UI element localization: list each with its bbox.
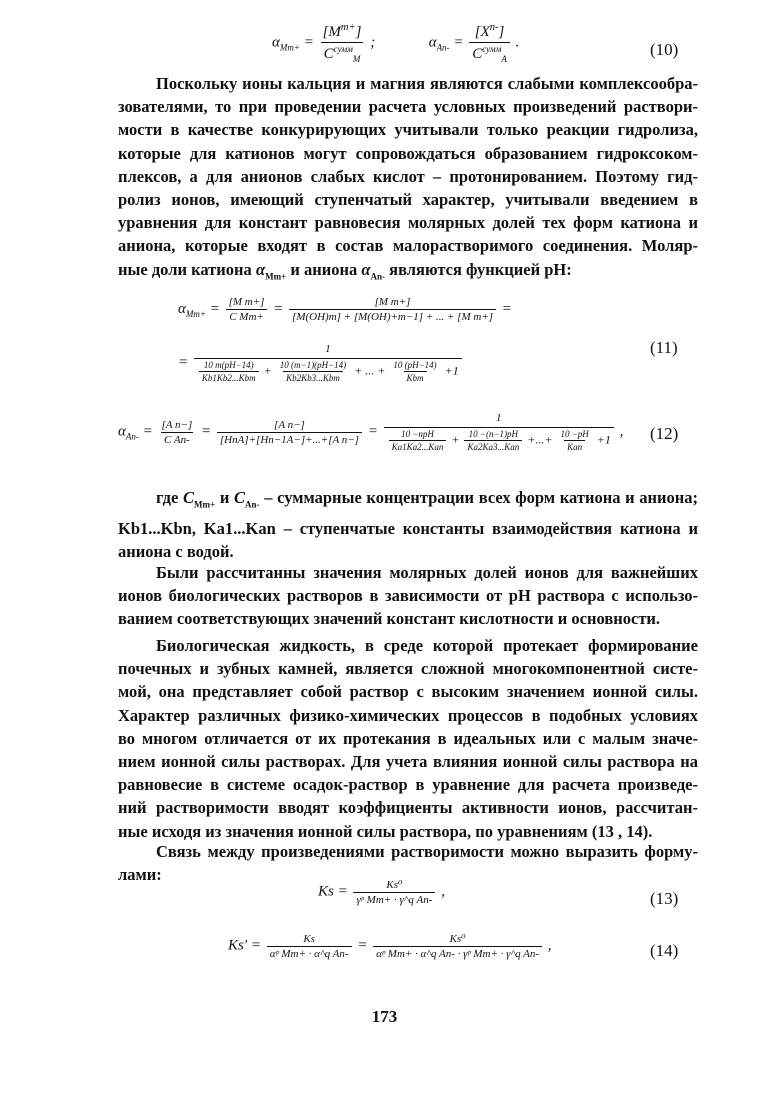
page-number: 173 (371, 1007, 398, 1026)
equation-11: $\alpha_{Mm+}$ = $\frac{\text{[M m+]}}{\text{C Mm+}}$ = $\frac{\text{[M m+]}}{\text{[M(OH)m] + [M(OH)+m−1] + ... + [M m+]}}$ = (178, 296, 512, 323)
eq12-term-3: $\frac{10 -pH}{\text{Kan}}$ (560, 429, 589, 452)
eq12-fraction-2: $\frac{\text{[A n−]}}{\text{[HnA]+[Hn−1A−]+...+[A n−]}}$ (217, 419, 362, 446)
text-line: ванием соответствующих значений констант кислотности и основности. (118, 609, 661, 629)
equation-number-13: (13) (650, 889, 679, 908)
text-line: аниона с водой. (118, 541, 234, 561)
text-line: ний растворимости вводят коэффициенты активности ионов, рассчитан- (118, 798, 698, 818)
paragraph-1 (118, 72, 698, 288)
text-line: где $C_{Mm+}$ и $C_{An-}$ – суммарные концентрации всех форм катиона и аниона; (156, 488, 699, 510)
text-line: которые для катионов могут сопровождаться образованием гидроксоком- (118, 143, 698, 163)
eq10-fraction-left: $\frac{[M^{m+}]}{C^{сумм}_M}$ (322, 22, 362, 64)
text-line: ролиз ионов, имеющий ступенчатый характер, учитывали введением в (118, 190, 698, 210)
text-line: Поскольку ионы кальция и магния являются слабыми комплексообра- (156, 74, 698, 93)
equation-13: Ks = $\frac{\text{Ks⁰}}{\text{γᵖ Mm+ · γ\textasciicircum{}q An-}}$ , (318, 879, 445, 906)
paragraph-2 (118, 486, 698, 563)
text-line: во многом отличается от их протекания в идеальных или с малым значе- (118, 728, 698, 748)
text-line: ные доли катиона $\alpha_{Mm+}$ и аниона $\alpha_{An-}$ являются функцией pH: (118, 259, 572, 281)
eq14-fraction-2: $\frac{\text{Ks⁰}}{\text{αᵖ Mm+ · α\textasciicircum{}q An- · γᵖ Mm+ · γ\textasciicircum{}q An-}}$ (373, 932, 542, 960)
eq11-term-3: $\frac{10 (pH-14)}{\text{Kbm}}$ (393, 360, 437, 383)
equation-number-14: (14) (650, 941, 679, 960)
eq12-fraction-1: $\frac{\text{[A n−]}}{\text{C An-}}$ (161, 418, 193, 446)
text-line: нием ионной силы растворах. Для учета влияния ионной силы раствора на (118, 752, 698, 772)
eq11-term-1: $\frac{10 m(pH-14)}{\text{Kb1Kb2...Kbm}}$ (199, 360, 259, 383)
text-line: зователями, то при проведении расчета условных произведений раствори- (118, 97, 698, 117)
eq11-fraction-1: $\frac{\text{[M m+]}}{\text{C Mm+}}$ (226, 296, 268, 323)
text-line: мой, она представляет собой раствор с высоким значением ионной силы. (118, 682, 698, 702)
paragraph-3 (118, 561, 698, 631)
text-line: Связь между произведениями растворимости можно выразить форму- (156, 842, 698, 861)
text-line: мости в качестве конкурирующих учитывали только реакции гидролиза, (118, 120, 698, 140)
eq13-fraction: $\frac{\text{Ks⁰}}{\text{γᵖ Mm+ · γ\textasciicircum{}q An-}}$ (353, 878, 435, 906)
equation-number-11: (11) (650, 338, 678, 357)
eq11-fraction-3: 1 $\frac{10 m(pH-14)}{\text{Kb1Kb2...Kbm}}$ + $\frac{10 (m-1)(pH-14)}{\text{Kb2Kb3...Kbm}}$ + ... + $\frac{10 (pH-14)}{\text{Kbm}}$ +1 (194, 343, 462, 383)
equation-14: Ks′ = $\frac{Ks}{\text{αᵖ Mm+ · α\textasciicircum{}q An-}}$ = $\frac{\text{Ks⁰}}{\text{αᵖ Mm+ · α\textasciicircum{}q An- · γᵖ Mm+ · γ\textasciicircum{}q An-}}$ , (228, 932, 552, 960)
text-line: Kb1...Kbn, Ka1...Kan – ступенчатые константы взаимодействия катиона и (118, 518, 698, 538)
text-line: плексов, а для анионов слабых кислот – протонированием. Поэтому гид- (118, 166, 698, 186)
text-line: аниона, которые входят в состав малорастворимого соединения. Моляр- (118, 236, 698, 256)
text-line: Биологическая жидкость, в среде которой протекает формирование (156, 636, 698, 655)
eq10-fraction-right: $\frac{[X^{n-}]}{C^{сумм}_A}$ (469, 22, 510, 64)
text-line: лами: (118, 865, 162, 885)
equation-10: $\alpha_{Mm+}$ = $\frac{[M^{m+}]}{C^{сумм}_M}$ ; $\alpha_{An-}$ = $\frac{[X^{n-}]}{C^{сумм}_A}$ . (272, 22, 520, 64)
equation-number-10: (10) (650, 40, 679, 59)
equation-11-line-2: = 1 $\frac{10 m(pH-14)}{\text{Kb1Kb2...Kbm}}$ + $\frac{10 (m-1)(pH-14)}{\text{Kb2Kb3...Kbm}}$ + ... + $\frac{10 (pH-14)}{\text{Kbm}}$ +1 (178, 343, 464, 383)
equation-12: $\alpha_{An-}$ = $\frac{\text{[A n−]}}{\text{C An-}}$ = $\frac{\text{[A n−]}}{\text{[HnA]+[Hn−1A−]+...+[A n−]}}$ = 1 $\frac{\text{10 −npH}}{\text{Ka1Ka2...Kan}}$ + $\frac{10 -(n-1)pH}{\text{Ka2Ka3...Kan}}$ +...+ $\frac{10 -pH}{\text{Kan}}$ +1 , (118, 412, 624, 452)
text-line: ные исходя из значения ионной силы раствора, по уравнениям (13 , 14). (118, 821, 653, 841)
text-line: ионов биологических растворов в зависимости от pH раствора с использо- (118, 586, 698, 606)
paragraph-4 (118, 634, 698, 843)
eq11-fraction-2: $\frac{\text{[M m+]}}{\text{[M(OH)m] + [M(OH)+m−1] + ... + [M m+]}}$ (289, 296, 496, 323)
text-line: уравнения для констант равновесия молярных долей тех форм катиона и (118, 213, 698, 233)
eq12-term-2: $\frac{10 -(n-1)pH}{\text{Ka2Ka3...Kan}}$ (464, 429, 522, 452)
text-line: Характер различных физико-химических процессов в подобных условиях (118, 705, 698, 725)
eq14-fraction-1: $\frac{Ks}{\text{αᵖ Mm+ · α\textasciicircum{}q An-}}$ (267, 933, 352, 960)
text-line: почечных и зубных камней, является сложной многокомпонентной систе- (118, 659, 698, 679)
text-line: равновесие в системе осадок-раствор в уравнение для расчета произведе- (118, 775, 698, 795)
equation-number-12: (12) (650, 424, 679, 443)
text-line: Были рассчитанны значения молярных долей ионов для важнейших (156, 563, 698, 582)
eq12-fraction-3: 1 $\frac{\text{10 −npH}}{\text{Ka1Ka2...Kan}}$ + $\frac{10 -(n-1)pH}{\text{Ka2Ka3...Kan}}$ +...+ $\frac{10 -pH}{\text{Kan}}$ +1 (384, 412, 614, 452)
eq11-term-2: $\frac{10 (m-1)(pH-14)}{\text{Kb2Kb3...Kbm}}$ (279, 360, 347, 383)
eq12-term-1: $\frac{\text{10 −npH}}{\text{Ka1Ka2...Kan}}$ (389, 429, 447, 452)
